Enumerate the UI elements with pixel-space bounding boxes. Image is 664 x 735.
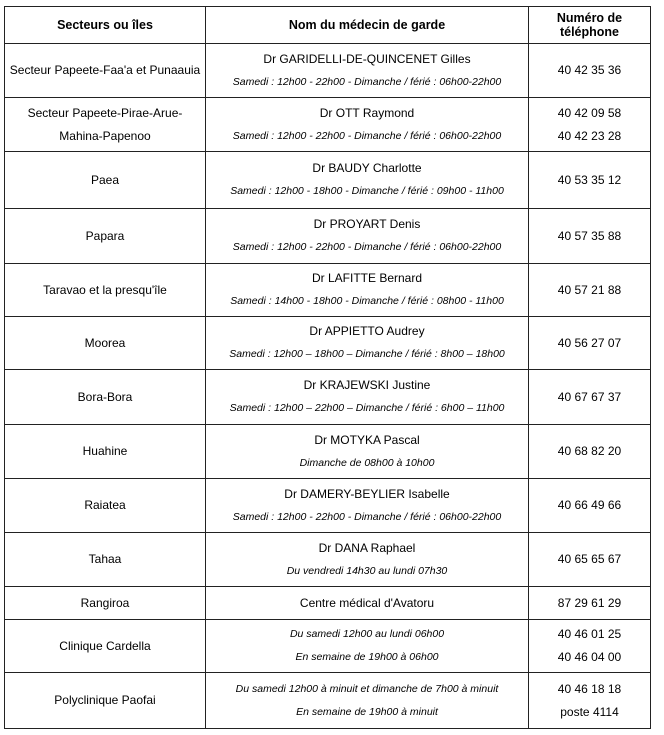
phone-number: 40 42 09 58 bbox=[557, 105, 622, 120]
table-row bbox=[5, 152, 651, 209]
sectors-column-header: Secteurs ou îles bbox=[5, 7, 206, 44]
doctor-cell bbox=[206, 152, 529, 209]
phone-number: 40 46 04 00 bbox=[557, 650, 622, 664]
phone-cell bbox=[529, 264, 651, 317]
schedule-text: Samedi : 12h00 – 18h00 – Dimanche / férié : 8h00 – 18h00 bbox=[229, 348, 505, 360]
doctor-name: Dr PROYART Denis bbox=[313, 217, 421, 231]
sector-cell: Tahaa bbox=[5, 533, 206, 587]
doctor-cell bbox=[206, 44, 529, 98]
doctor-name: Dr DAMERY-BEYLIER Isabelle bbox=[284, 486, 450, 501]
table-row bbox=[5, 673, 651, 729]
phone-number: 40 65 65 67 bbox=[557, 552, 622, 566]
schedule-text: Du vendredi 14h30 au lundi 07h30 bbox=[286, 564, 448, 577]
doctor-cell bbox=[206, 425, 529, 479]
doctor-cell bbox=[206, 370, 529, 425]
doctor-name: Dr BAUDY Charlotte bbox=[312, 161, 422, 175]
phone-number: 40 53 35 12 bbox=[557, 172, 622, 187]
sector-cell: Taravao et la presqu'île bbox=[5, 264, 206, 317]
sector-cell: Polyclinique Paofai bbox=[5, 673, 206, 729]
table-row bbox=[5, 209, 651, 264]
phone-number: 87 29 61 29 bbox=[557, 595, 622, 610]
schedule-text: Dimanche de 08h00 à 10h00 bbox=[299, 456, 435, 469]
phone-number: 40 46 01 25 bbox=[557, 627, 622, 641]
phone-number: 40 66 49 66 bbox=[557, 498, 622, 512]
table-row bbox=[5, 425, 651, 479]
doctor-cell bbox=[206, 620, 529, 673]
doctor-column-header: Nom du médecin de garde bbox=[206, 7, 529, 44]
schedule-text: Samedi : 12h00 – 22h00 – Dimanche / férié : 6h00 – 11h00 bbox=[229, 402, 505, 414]
doctor-cell bbox=[206, 98, 529, 152]
doctor-name: Dr LAFITTE Bernard bbox=[311, 271, 423, 285]
table-header-row bbox=[5, 7, 651, 44]
phone-cell bbox=[529, 673, 651, 729]
table-row bbox=[5, 533, 651, 587]
table-body bbox=[5, 44, 651, 729]
doctor-cell bbox=[206, 479, 529, 533]
sector-cell: Secteur Papeete-Pirae-Arue-Mahina-Papenoo bbox=[5, 98, 206, 152]
sector-cell: Clinique Cardella bbox=[5, 620, 206, 673]
schedule-text: Samedi : 12h00 - 22h00 - Dimanche / férié : 06h00-22h00 bbox=[232, 241, 502, 253]
phone-column-header: Numéro de téléphone bbox=[529, 7, 651, 44]
sector-cell: Moorea bbox=[5, 317, 206, 370]
schedule-text: Du samedi 12h00 au lundi 06h00 bbox=[289, 628, 445, 640]
phone-number: 40 57 21 88 bbox=[557, 282, 622, 297]
sector-cell: Secteur Papeete-Faa'a et Punaauia bbox=[5, 44, 206, 98]
doctor-name: Dr MOTYKA Pascal bbox=[314, 432, 420, 447]
sector-cell: Raiatea bbox=[5, 479, 206, 533]
phone-cell bbox=[529, 370, 651, 425]
table-row bbox=[5, 620, 651, 673]
phone-cell bbox=[529, 533, 651, 587]
table-row bbox=[5, 44, 651, 98]
table-row bbox=[5, 264, 651, 317]
schedule-text: Samedi : 12h00 - 22h00 - Dimanche / férié : 06h00-22h00 bbox=[232, 75, 502, 88]
doctor-name: Dr GARIDELLI-DE-QUINCENET Gilles bbox=[263, 51, 471, 66]
phone-number: 40 42 35 36 bbox=[557, 63, 622, 77]
table-row bbox=[5, 587, 651, 620]
phone-number: 40 42 23 28 bbox=[557, 128, 622, 143]
phone-cell bbox=[529, 152, 651, 209]
phone-cell bbox=[529, 425, 651, 479]
phone-cell bbox=[529, 479, 651, 533]
sector-cell: Paea bbox=[5, 152, 206, 209]
sector-cell: Rangiroa bbox=[5, 587, 206, 620]
phone-number: 40 46 18 18 bbox=[557, 681, 622, 696]
doctor-name: Centre médical d'Avatoru bbox=[299, 595, 435, 610]
schedule-text: Samedi : 14h00 - 18h00 - Dimanche / férié : 08h00 - 11h00 bbox=[230, 295, 504, 307]
phone-number: 40 68 82 20 bbox=[557, 444, 622, 458]
schedule-text: En semaine de 19h00 à minuit bbox=[296, 705, 438, 718]
table-row bbox=[5, 479, 651, 533]
schedule-text: Samedi : 12h00 - 22h00 - Dimanche / férié : 06h00-22h00 bbox=[232, 129, 502, 142]
phone-cell bbox=[529, 209, 651, 264]
schedule-text: Samedi : 12h00 - 18h00 - Dimanche / férié : 09h00 - 11h00 bbox=[230, 185, 504, 197]
phone-cell bbox=[529, 44, 651, 98]
phone-number: 40 67 67 37 bbox=[557, 389, 622, 404]
table-row bbox=[5, 98, 651, 152]
doctor-cell bbox=[206, 673, 529, 729]
doctor-name: Dr APPIETTO Audrey bbox=[309, 324, 425, 338]
doctor-name: Dr KRAJEWSKI Justine bbox=[303, 378, 431, 392]
schedule-text: Samedi : 12h00 - 22h00 - Dimanche / férié : 06h00-22h00 bbox=[232, 510, 502, 523]
sector-cell: Huahine bbox=[5, 425, 206, 479]
phone-cell bbox=[529, 98, 651, 152]
phone-cell bbox=[529, 587, 651, 620]
doctor-cell bbox=[206, 264, 529, 317]
on-call-doctors-table bbox=[4, 6, 651, 729]
sector-cell: Papara bbox=[5, 209, 206, 264]
schedule-text: En semaine de 19h00 à 06h00 bbox=[295, 651, 439, 663]
phone-cell bbox=[529, 317, 651, 370]
table-row bbox=[5, 317, 651, 370]
doctor-name: Dr DANA Raphael bbox=[318, 540, 416, 555]
doctor-name: Dr OTT Raymond bbox=[319, 105, 415, 120]
phone-number: 40 57 35 88 bbox=[557, 228, 622, 243]
phone-number: 40 56 27 07 bbox=[557, 335, 622, 350]
doctor-cell bbox=[206, 317, 529, 370]
doctor-cell bbox=[206, 587, 529, 620]
doctor-cell bbox=[206, 209, 529, 264]
sector-cell: Bora-Bora bbox=[5, 370, 206, 425]
phone-cell bbox=[529, 620, 651, 673]
doctor-cell bbox=[206, 533, 529, 587]
schedule-text: Du samedi 12h00 à minuit et dimanche de 7h00 à minuit bbox=[235, 682, 499, 695]
phone-number: poste 4114 bbox=[560, 704, 619, 719]
table-row bbox=[5, 370, 651, 425]
